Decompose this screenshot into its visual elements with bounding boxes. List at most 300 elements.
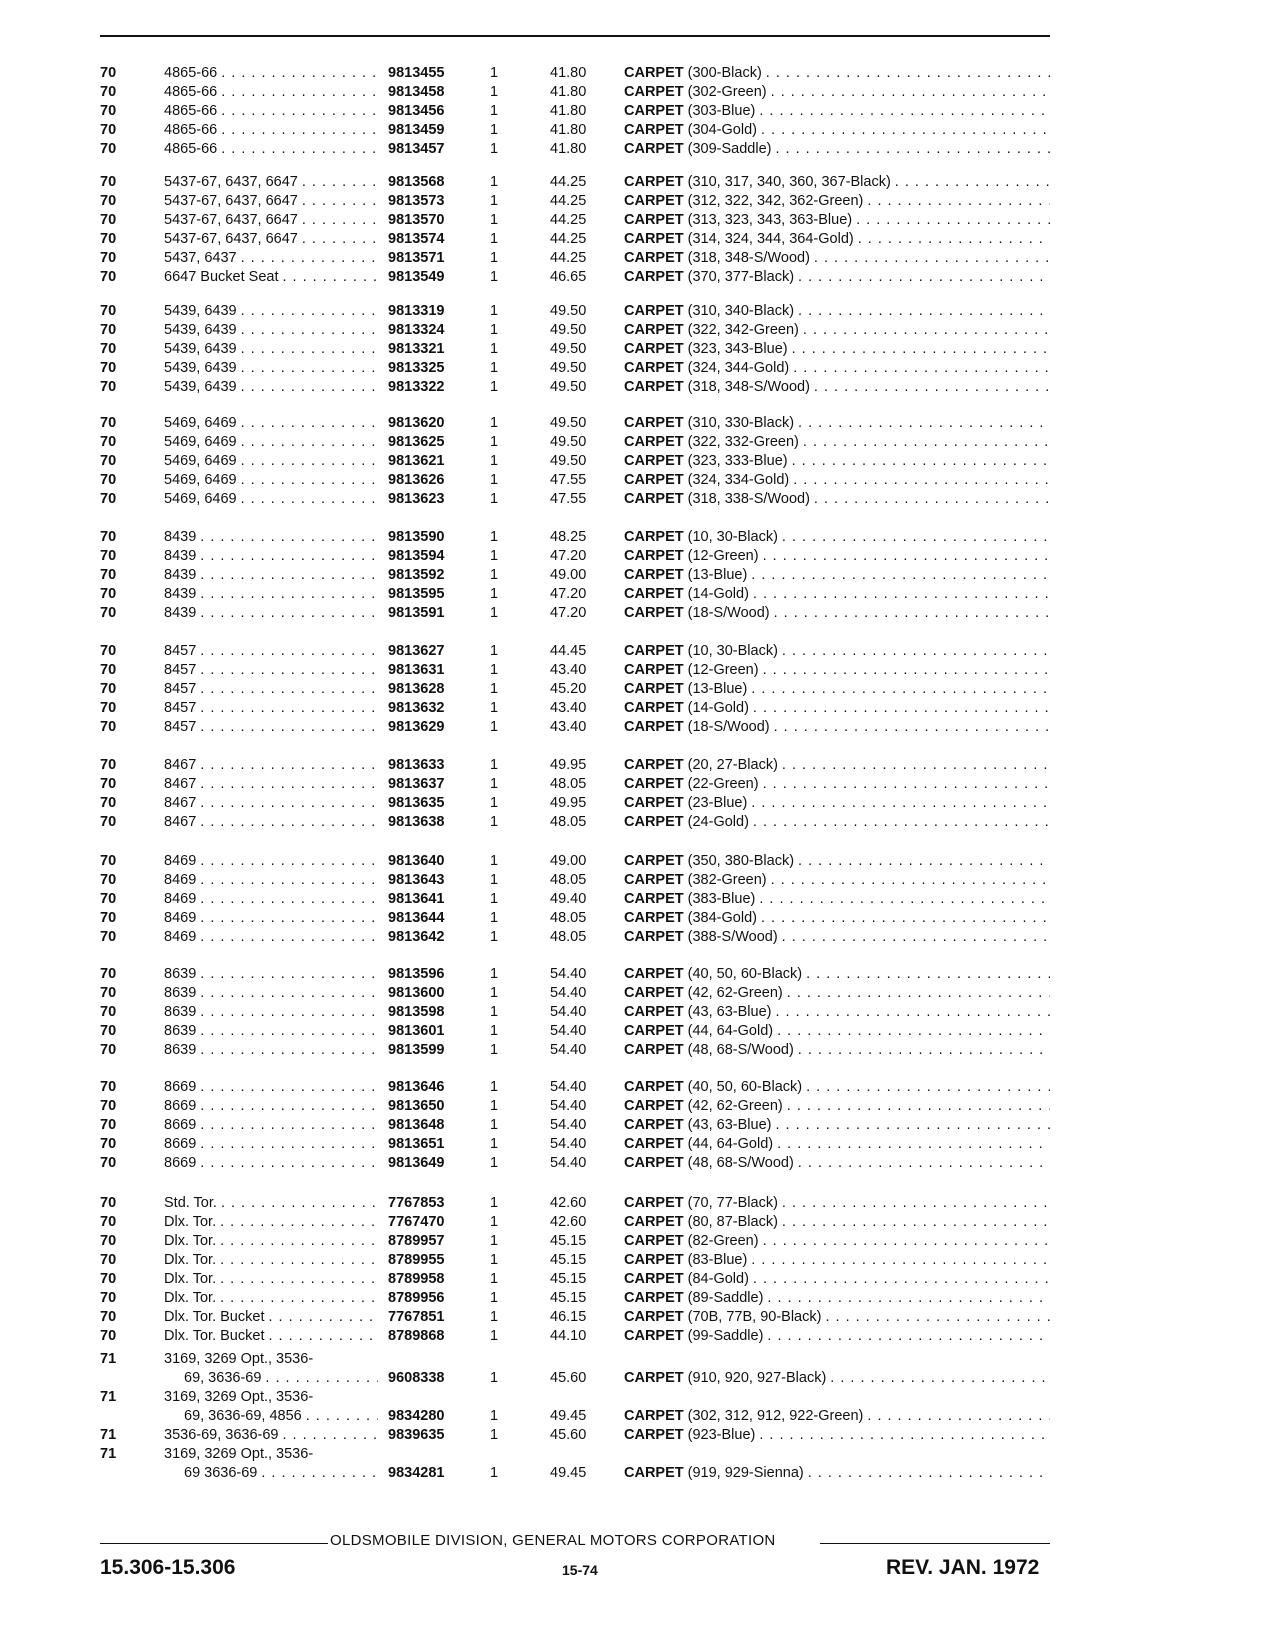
model-year: 70 — [100, 1155, 117, 1171]
dot-leader — [771, 1003, 1050, 1022]
description-item: CARPET — [624, 966, 684, 982]
quantity: 1 — [490, 1309, 499, 1325]
part-number: 9813549 — [388, 269, 445, 285]
model-year: 70 — [100, 966, 117, 982]
model-text: 8457 — [164, 700, 197, 716]
dot-leader — [196, 1041, 378, 1060]
model-year: 70 — [100, 1079, 117, 1095]
description — [624, 452, 1050, 471]
price: 48.05 — [550, 910, 587, 926]
dot-leader — [196, 1154, 378, 1173]
description-item: CARPET — [624, 700, 684, 716]
dot-leader — [747, 680, 1050, 699]
description-detail: (42, 62-Green) — [687, 1098, 783, 1114]
description-item: CARPET — [624, 1465, 684, 1481]
part-number: 9813626 — [388, 472, 445, 488]
model-year: 70 — [100, 776, 117, 792]
description-detail: (24-Gold) — [687, 814, 749, 830]
model-text: 8467 — [164, 757, 197, 773]
table-row — [0, 192, 1263, 211]
model-text: 8669 — [164, 1136, 197, 1152]
dot-leader — [821, 1308, 1050, 1327]
description-item: CARPET — [624, 1214, 684, 1230]
description — [624, 813, 1050, 832]
price: 44.25 — [550, 250, 587, 266]
quantity: 1 — [490, 662, 499, 678]
price: 47.20 — [550, 586, 587, 602]
quantity: 1 — [490, 1023, 499, 1039]
model-text: 8639 — [164, 985, 197, 1001]
quantity: 1 — [490, 322, 499, 338]
description — [624, 642, 1050, 661]
model-cell — [164, 871, 378, 890]
description-item: CARPET — [624, 415, 684, 431]
dot-leader — [257, 1464, 378, 1483]
description-item: CARPET — [624, 1098, 684, 1114]
dot-leader — [196, 775, 378, 794]
part-number: 9813598 — [388, 1004, 445, 1020]
description-item: CARPET — [624, 1290, 684, 1306]
price: 54.40 — [550, 985, 587, 1001]
model-text: 4865-66 — [164, 84, 218, 100]
dot-leader — [763, 1327, 1050, 1346]
dot-leader — [302, 1407, 378, 1426]
model-cell — [164, 340, 378, 359]
part-number: 9813573 — [388, 193, 445, 209]
dot-leader — [278, 268, 378, 287]
description-item: CARPET — [624, 84, 684, 100]
table-row — [0, 528, 1263, 547]
description — [624, 585, 1050, 604]
quantity: 1 — [490, 910, 499, 926]
description — [624, 249, 1050, 268]
dot-leader — [196, 604, 378, 623]
part-number: 9813322 — [388, 379, 445, 395]
model-text: 8469 — [164, 929, 197, 945]
description-detail: (99-Saddle) — [687, 1328, 764, 1344]
dot-leader — [747, 794, 1050, 813]
model-cell — [164, 1041, 378, 1060]
model-text: Dlx. Tor. — [164, 1271, 217, 1287]
table-row — [0, 1022, 1263, 1041]
model-cell — [164, 102, 378, 121]
description — [624, 64, 1050, 83]
model-cell — [164, 1135, 378, 1154]
table-row — [0, 1154, 1263, 1173]
table-row — [0, 1194, 1263, 1213]
table-row — [0, 1003, 1263, 1022]
model-text: 8439 — [164, 529, 197, 545]
description-item: CARPET — [624, 379, 684, 395]
description-item: CARPET — [624, 1271, 684, 1287]
description-detail: (44, 64-Gold) — [687, 1136, 774, 1152]
model-text: 5469, 6469 — [164, 415, 237, 431]
model-text: 5437-67, 6437, 6647 — [164, 174, 298, 190]
part-number: 9813571 — [388, 250, 445, 266]
model-cell — [164, 1308, 378, 1327]
quantity: 1 — [490, 1155, 499, 1171]
dot-leader — [196, 661, 378, 680]
dot-leader — [196, 909, 378, 928]
part-number: 9813627 — [388, 643, 445, 659]
dot-leader — [298, 230, 378, 249]
part-number: 9813568 — [388, 174, 445, 190]
description — [624, 433, 1050, 452]
description-detail: (20, 27-Black) — [687, 757, 778, 773]
table-row — [0, 1445, 1263, 1483]
description — [624, 471, 1050, 490]
model-cell — [164, 414, 378, 433]
dot-leader — [799, 433, 1050, 452]
description-detail: (322, 342-Green) — [687, 322, 799, 338]
dot-leader — [770, 604, 1050, 623]
description-detail: (48, 68-S/Wood) — [687, 1155, 794, 1171]
dot-leader — [216, 1232, 378, 1251]
description-detail: (302-Green) — [687, 84, 767, 100]
model-year: 70 — [100, 65, 117, 81]
model-cell — [164, 471, 378, 490]
quantity: 1 — [490, 360, 499, 376]
description-item: CARPET — [624, 322, 684, 338]
part-number: 9813457 — [388, 141, 445, 157]
model-year: 70 — [100, 795, 117, 811]
footer-page-number: 15-74 — [562, 1562, 598, 1578]
model-text: 4865-66 — [164, 65, 218, 81]
description — [624, 1213, 1050, 1232]
description-detail: (919, 929-Sienna) — [687, 1465, 804, 1481]
description — [624, 1116, 1050, 1135]
table-row — [0, 585, 1263, 604]
part-number: 9813595 — [388, 586, 445, 602]
description — [624, 1251, 1050, 1270]
description — [624, 1078, 1050, 1097]
description-detail: (350, 380-Black) — [687, 853, 795, 869]
table-row — [0, 302, 1263, 321]
price: 49.50 — [550, 434, 587, 450]
dot-leader — [755, 890, 1050, 909]
model-year: 70 — [100, 643, 117, 659]
description-item: CARPET — [624, 250, 684, 266]
model-year: 70 — [100, 472, 117, 488]
price: 44.45 — [550, 643, 587, 659]
description-item: CARPET — [624, 1309, 684, 1325]
model-text: 5437, 6437 — [164, 250, 237, 266]
model-year: 70 — [100, 1214, 117, 1230]
model-year: 70 — [100, 174, 117, 190]
dot-leader — [261, 1369, 378, 1388]
dot-leader — [196, 928, 378, 947]
dot-leader — [762, 64, 1050, 83]
table-row — [0, 718, 1263, 737]
description — [624, 1270, 1050, 1289]
model-text: 69 3636-69 — [184, 1465, 258, 1481]
quantity: 1 — [490, 719, 499, 735]
description-detail: (82-Green) — [687, 1233, 759, 1249]
description-item: CARPET — [624, 605, 684, 621]
description-detail: (310, 317, 340, 360, 367-Black) — [687, 174, 891, 190]
model-year: 70 — [100, 1098, 117, 1114]
part-number: 7767853 — [388, 1195, 445, 1211]
model-cell — [164, 192, 378, 211]
model-text: 8457 — [164, 643, 197, 659]
model-cell — [164, 1003, 378, 1022]
dot-leader — [755, 102, 1050, 121]
model-text: 8639 — [164, 1023, 197, 1039]
part-number: 9813649 — [388, 1155, 445, 1171]
footer-group-number: 15.306-15.306 — [100, 1556, 236, 1579]
model-text: 8439 — [164, 586, 197, 602]
quantity: 1 — [490, 472, 499, 488]
dot-leader — [773, 1022, 1050, 1041]
description-detail: (42, 62-Green) — [687, 985, 783, 1001]
table-row — [0, 566, 1263, 585]
price: 49.50 — [550, 360, 587, 376]
dot-leader — [794, 1154, 1050, 1173]
model-cell — [164, 566, 378, 585]
table-row — [0, 414, 1263, 433]
model-cell — [164, 1232, 378, 1251]
model-cell — [164, 585, 378, 604]
dot-leader — [767, 83, 1050, 102]
description-item: CARPET — [624, 872, 684, 888]
model-cell — [164, 1097, 378, 1116]
dot-leader — [237, 452, 378, 471]
table-row — [0, 1388, 1263, 1426]
description — [624, 984, 1050, 1003]
part-number: 9813594 — [388, 548, 445, 564]
table-row — [0, 378, 1263, 397]
table-row — [0, 928, 1263, 947]
description-item: CARPET — [624, 1117, 684, 1133]
description-detail: (309-Saddle) — [687, 141, 772, 157]
dot-leader — [749, 813, 1050, 832]
model-year: 70 — [100, 415, 117, 431]
price: 54.40 — [550, 1117, 587, 1133]
model-cell — [164, 642, 378, 661]
table-row — [0, 1270, 1263, 1289]
table-row — [0, 1350, 1263, 1388]
description-item: CARPET — [624, 795, 684, 811]
quantity: 1 — [490, 1408, 499, 1424]
description-item: CARPET — [624, 719, 684, 735]
model-text: 8669 — [164, 1155, 197, 1171]
price: 41.80 — [550, 122, 587, 138]
dot-leader — [196, 585, 378, 604]
model-text: 5469, 6469 — [164, 453, 237, 469]
dot-leader — [196, 1116, 378, 1135]
price: 45.60 — [550, 1370, 587, 1386]
model-cell — [164, 680, 378, 699]
quantity: 1 — [490, 643, 499, 659]
table-row — [0, 965, 1263, 984]
price: 44.10 — [550, 1328, 587, 1344]
dot-leader — [852, 211, 1050, 230]
model-year: 70 — [100, 84, 117, 100]
description-item: CARPET — [624, 548, 684, 564]
part-number: 9813629 — [388, 719, 445, 735]
description — [624, 1194, 1050, 1213]
description — [624, 102, 1050, 121]
model-year: 70 — [100, 434, 117, 450]
description-item: CARPET — [624, 910, 684, 926]
quantity: 1 — [490, 1271, 499, 1287]
description-detail: (383-Blue) — [687, 891, 756, 907]
description-item: CARPET — [624, 103, 684, 119]
model-text: 8467 — [164, 776, 197, 792]
quantity: 1 — [490, 122, 499, 138]
part-number: 9813650 — [388, 1098, 445, 1114]
price: 49.45 — [550, 1408, 587, 1424]
description-detail: (370, 377-Black) — [687, 269, 795, 285]
model-text: 5469, 6469 — [164, 472, 237, 488]
dot-leader — [237, 321, 378, 340]
price: 49.50 — [550, 322, 587, 338]
description — [624, 1426, 1050, 1445]
model-year: 70 — [100, 379, 117, 395]
model-text: 3169, 3269 Opt., 3536- — [164, 1351, 314, 1367]
model-year: 70 — [100, 322, 117, 338]
model-text: 8639 — [164, 966, 197, 982]
description — [624, 211, 1050, 230]
model-cell — [164, 718, 378, 737]
model-cell — [164, 699, 378, 718]
model-text: 6647 Bucket Seat — [164, 269, 279, 285]
description-item: CARPET — [624, 360, 684, 376]
model-text: 8469 — [164, 853, 197, 869]
table-row — [0, 102, 1263, 121]
dot-leader — [196, 984, 378, 1003]
price: 43.40 — [550, 700, 587, 716]
description — [624, 1003, 1050, 1022]
quantity: 1 — [490, 84, 499, 100]
quantity: 1 — [490, 1079, 499, 1095]
table-row — [0, 249, 1263, 268]
table-row — [0, 268, 1263, 287]
model-text: 5469, 6469 — [164, 434, 237, 450]
dot-leader — [749, 699, 1050, 718]
model-text: 8469 — [164, 910, 197, 926]
description-detail: (70B, 77B, 90-Black) — [687, 1309, 822, 1325]
dot-leader — [217, 102, 378, 121]
model-text: 8669 — [164, 1117, 197, 1133]
dot-leader — [789, 359, 1050, 378]
table-row — [0, 1232, 1263, 1251]
dot-leader — [773, 1135, 1050, 1154]
description-detail: (322, 332-Green) — [687, 434, 799, 450]
model-text: 8457 — [164, 662, 197, 678]
model-text: 8439 — [164, 567, 197, 583]
dot-leader — [298, 192, 378, 211]
table-row — [0, 452, 1263, 471]
quantity: 1 — [490, 605, 499, 621]
quantity: 1 — [490, 1328, 499, 1344]
description-detail: (323, 343-Blue) — [687, 341, 788, 357]
description — [624, 566, 1050, 585]
dot-leader — [771, 140, 1050, 159]
description — [624, 1022, 1050, 1041]
dot-leader — [783, 1097, 1050, 1116]
price: 45.15 — [550, 1233, 587, 1249]
model-cell — [164, 433, 378, 452]
description — [624, 661, 1050, 680]
dot-leader — [788, 452, 1050, 471]
dot-leader — [802, 1078, 1050, 1097]
dot-leader — [264, 1327, 378, 1346]
description-item: CARPET — [624, 303, 684, 319]
model-text: Dlx. Tor. — [164, 1214, 217, 1230]
table-row — [0, 1116, 1263, 1135]
quantity: 1 — [490, 529, 499, 545]
part-number: 9813633 — [388, 757, 445, 773]
price: 49.50 — [550, 415, 587, 431]
model-text: Dlx. Tor. — [164, 1233, 217, 1249]
quantity: 1 — [490, 757, 499, 773]
description-detail: (43, 63-Blue) — [687, 1004, 772, 1020]
model-cell — [164, 1388, 378, 1426]
quantity: 1 — [490, 548, 499, 564]
description-detail: (302, 312, 912, 922-Green) — [687, 1408, 864, 1424]
model-year: 70 — [100, 103, 117, 119]
quantity: 1 — [490, 434, 499, 450]
description-item: CARPET — [624, 1252, 684, 1268]
table-row — [0, 230, 1263, 249]
description-item: CARPET — [624, 662, 684, 678]
model-year: 70 — [100, 1252, 117, 1268]
part-number: 9813324 — [388, 322, 445, 338]
dot-leader — [749, 1270, 1050, 1289]
description-item: CARPET — [624, 1004, 684, 1020]
model-year: 70 — [100, 1117, 117, 1133]
part-number: 9813644 — [388, 910, 445, 926]
price: 48.05 — [550, 814, 587, 830]
price: 44.25 — [550, 174, 587, 190]
model-cell — [164, 813, 378, 832]
price: 44.25 — [550, 212, 587, 228]
quantity: 1 — [490, 212, 499, 228]
description — [624, 1097, 1050, 1116]
description — [624, 83, 1050, 102]
dot-leader — [237, 414, 378, 433]
description-detail: (12-Green) — [687, 662, 759, 678]
dot-leader — [196, 718, 378, 737]
description-item: CARPET — [624, 269, 684, 285]
model-year: 70 — [100, 212, 117, 228]
description — [624, 378, 1050, 397]
dot-leader — [810, 378, 1050, 397]
description — [624, 359, 1050, 378]
quantity: 1 — [490, 929, 499, 945]
dot-leader — [778, 1213, 1050, 1232]
model-year: 70 — [100, 548, 117, 564]
dot-leader — [196, 642, 378, 661]
quantity: 1 — [490, 250, 499, 266]
part-number: 9813459 — [388, 122, 445, 138]
dot-leader — [863, 1407, 1050, 1426]
model-cell — [164, 230, 378, 249]
quantity: 1 — [490, 379, 499, 395]
model-text: Dlx. Tor. Bucket — [164, 1309, 265, 1325]
price: 54.40 — [550, 966, 587, 982]
price: 41.80 — [550, 141, 587, 157]
model-text: 8469 — [164, 872, 197, 888]
description-item: CARPET — [624, 453, 684, 469]
dot-leader — [196, 1078, 378, 1097]
description — [624, 1327, 1050, 1346]
description — [624, 1135, 1050, 1154]
model-cell — [164, 1289, 378, 1308]
table-row — [0, 756, 1263, 775]
quantity: 1 — [490, 174, 499, 190]
